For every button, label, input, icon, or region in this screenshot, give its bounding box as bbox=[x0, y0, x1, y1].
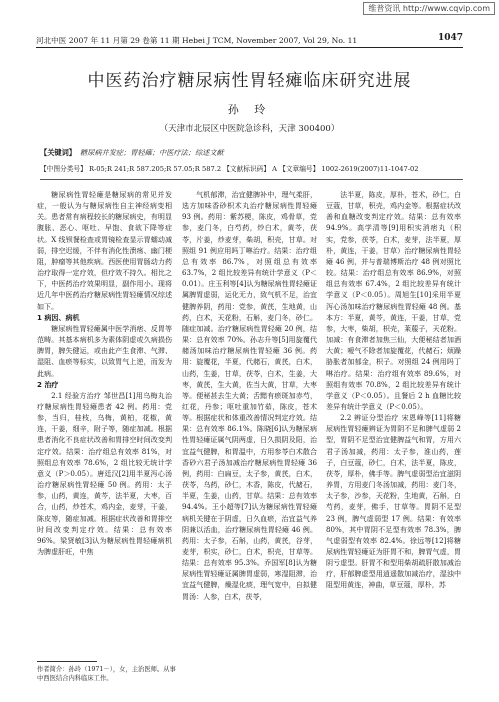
author-affiliation: （天津市北辰区中医院急诊科，天津 300400） bbox=[159, 124, 340, 134]
body-paragraph: 气机郁滞，治宜健脾补中，理气柔肝，选方加味香砂枳术丸治疗糖尿病性胃轻瘫 93 例。药用：紫苏梗，陈皮，鸡骨草，党参，麦门冬，白芍药，炒白术，黄芩，茯苓，片姜，炒麦芽，柴胡，积壳，甘草。对照组 91 例应用吗丁啉治疗。结果：治疗组总有效率 86.7%，对照组总有效率 63.7%，2 组比较差异有统计学意义（P＜0.01）。庄玉利等[4]认为糖尿病性胃轻瘫证属脾胃虚弱，运化无力，致气机不足，治宜健脾养阴，药用：党参，黄芪，生地黄，山药，白术，天花粉，石斛，麦门冬，砂仁。随症加减。治疗糖尿病性胃轻瘫 20 例，结果：总有效率 70%。孙志升等[5]用旋覆代赭汤加味治疗糖尿病性胃轻瘫 36 例。药用：旋覆花，半夏，代赭石，黄芪，白术，山药，生姜，甘草，茯苓，白术，生姜，大枣，黄芪，生大黄，佐当大黄，甘草，大枣等。便秘甚去生大黄；舌黯有瘀斑加赤芍，红花，丹参；呕吐重加竹茹，陈皮，苍术等。根据症状和体重改善情况判定疗效。结果：总有效率 86.1%。陈晓[6]认为糖尿病性胃轻瘫证属气阴两虚，日久损阴及阳，治宜益气健脾，和胃温中，方用参苓白术散合香砂六君子汤加减治疗糖尿病性胃轻瘫 36 例，药用：白扁豆，太子参，黄芪，白术，茯苓，乌药，砂仁，木香，陈皮，代赭石，半夏，生姜，山药，甘草。结果：总有效率 94.4%。王小超等[7]认为糖尿病性胃轻瘫病机关键在于阴虚，日久血瘀，治宜益气养阴兼以活血，治疗糖尿病性胃轻瘫 46 例。药用：太子参，石斛，山药，黄芪，谷芽，麦芽，枳实，砂仁，白术，枳壳，甘草等。结果：总有效率 95.3%。乔国军[8]认为糖尿病性胃轻瘫证属脾胃虚弱，寒湿阻滞，治宜益气健脾，燥湿化痰，理气宽中，自拟健胃汤：人参，白术，茯苓， bbox=[182, 190, 317, 601]
keywords-line bbox=[40, 148, 463, 158]
footnote-rule bbox=[37, 661, 97, 662]
section-heading: 2 治疗 bbox=[37, 379, 59, 389]
body-paragraph: 糖尿病性胃轻瘫是糖尿病的常见并发症，一般认为与糖尿病性自主神经病变相关。患者常有病程较长的糖尿病史，有明显腹胀、恶心、呕吐、早饱、食欲下降等症状。X 线钡餐检查或胃镜检查显示胃蠕动减弱，排空迟缓，不伴有消化性溃疡、幽门梗阻，肿瘤等其他疾病。西医使用胃肠动力药治疗取得一定疗效，但疗效不持久。相比之下，中医药治疗效果明显，副作用小。现将近几年中医药治疗糖尿病性胃轻瘫情况综述如下。 bbox=[37, 190, 172, 311]
running-header bbox=[36, 33, 463, 48]
section-heading: 1 病因、病机 bbox=[37, 312, 80, 322]
body-paragraph: 2.2 辨证分型治疗 宋恩峰等[11]将糖尿病性胃轻瘫辨证为胃阴不足和脾气虚弱 2 型，胃阴不足型治宜健脾益气和胃，方用六君子汤加减，药用：太子参，淮山药，莲子，白豆蔻，砂仁，白术，法半夏，陈皮，茯苓，厚朴，佛手等。脾气虚弱型治宜滋阴养胃，方用麦门冬汤加减，药用：麦门冬，太子参，沙参，天花粉，生地黄，石斛，白芍药，麦芽，佛手，甘草等。胃阴不足型 23 例，脾气虚弱型 17 例。结果：有效率 80%，其中胃阴不足型有效率 78.3%，脾气虚弱型有效率 82.4%。徐远等[12]将糖尿病性胃轻瘫证为肝胃不和，脾胃气虚，胃阴亏虚型。肝胃不和型用柴胡疏肝散加减治疗，肝郁脾虚型用逍遥散加减治疗，湿浊中阻型用黄连，神曲，草豆蔻，厚朴，苏 bbox=[326, 413, 461, 590]
body-paragraph: 法半夏，陈皮，厚朴，苍术，砂仁，白豆蔻，甘草，积壳，鸡内金等。根据症状改善和血糖改变判定疗效。结果：总有效率 94.9%。高学清等[9]用积实消痞丸（积实，党参，茯苓，白术，麦芽，法半夏，厚朴，黄连，干姜，甘草）治疗糖尿病性胃轻瘫 46 例，并与普瑞博斯治疗 48 例对照比较。结果：治疗组总有效率 86.9%，对照组总有效率 67.4%，2 组比较差异有统计学意义（P＜0.05）。周旭生[10]采用半夏泻心汤加味治疗糖尿病性胃轻瘫 48 例。基本方：半夏，黄芩，黄连，干姜，甘草，党参，大枣，柴胡，枳壳，莱菔子，天花粉。加减：有食滞者加焦三仙，大便秘结者加酒大黄；嗳气不除者加旋覆花，代赭石；烦躁胁胀者加郁金，枳子。对照组 24 例用吗丁啉治疗。结果：治疗组有效率 89.6%，对照组有效率 70.8%，2 组比较差异有统计学意义（P＜0.05）。且餐后 2 h 血糖比较差异有统计学意义（P＜0.05）。 bbox=[326, 190, 461, 411]
keywords-label: 【关键词】 bbox=[40, 148, 76, 157]
body-column-1 bbox=[37, 189, 172, 557]
classification-line: 【中图分类号】 R-05;R 241;R 587.205;R 57.05;R 587.2 【文献标识码】 A 【文章编号】 1002-2619(2007)11-1047-02 bbox=[40, 163, 463, 180]
author-name: 孙 玲 bbox=[227, 103, 272, 116]
body-paragraph: 糖尿病性胃轻瘫属中医学消痞、反胃等范畴。其基本病机多为素体阴虚或久病损伤脾胃，脾失健运，或由此产生食滞、气滞、湿阻、血瘀等标实，以致胃气上逆，而发为此病。 bbox=[37, 323, 172, 378]
source-watermark: 维普资讯 http://www.cqvip.com bbox=[363, 2, 495, 15]
author-footnote: 作者简介：孙玲（1971－），女，主治医师。从事中西医结合内科临床工作。 bbox=[37, 666, 176, 682]
article-title: 中医药治疗糖尿病性胃轻瘫临床研究进展 bbox=[87, 71, 412, 91]
body-column-3 bbox=[326, 189, 461, 591]
page-number: 1047 bbox=[437, 33, 463, 43]
journal-info: 河北中医 2007 年 11 月第 29 卷第 11 期 Hebei J TCM, November 2007, Vol 29, No. 11 bbox=[36, 36, 358, 45]
keywords-text: 糖尿病并发症；胃轻瘫；中医疗法；综述文献 bbox=[79, 148, 224, 157]
body-paragraph: 2.1 经验方治疗 邹世昌[1]用乌梅丸治疗糖尿病性胃轻瘫患者 42 例。药用：党参，当归，桂枝，乌梅，黄柏，花椒，黄连，干姜，细辛，附子等，随症加减。根据患者消化不良症状改善和胃排空时间改变判定疗效。结果：治疗组总有效率 81%，对照组总有效率 78.6%，2 组比较无统计学意义（P＞0.05）。唐廷汉[2]用半夏泻心汤治疗糖尿病性胃轻瘫 50 例。药用：太子参，山药，黄连，黄芩，法半夏，大枣，百合，山药，炒苍术，鸡内金，麦芽，干姜，陈皮等，随症加减。根据症状改善和胃排空时间改变判定疗效。结果：总有效率 96%。梁贤敏[3]认为糖尿病性胃轻瘫病机为脾虚肝旺，中焦 bbox=[37, 390, 172, 556]
body-column-2 bbox=[182, 189, 317, 602]
